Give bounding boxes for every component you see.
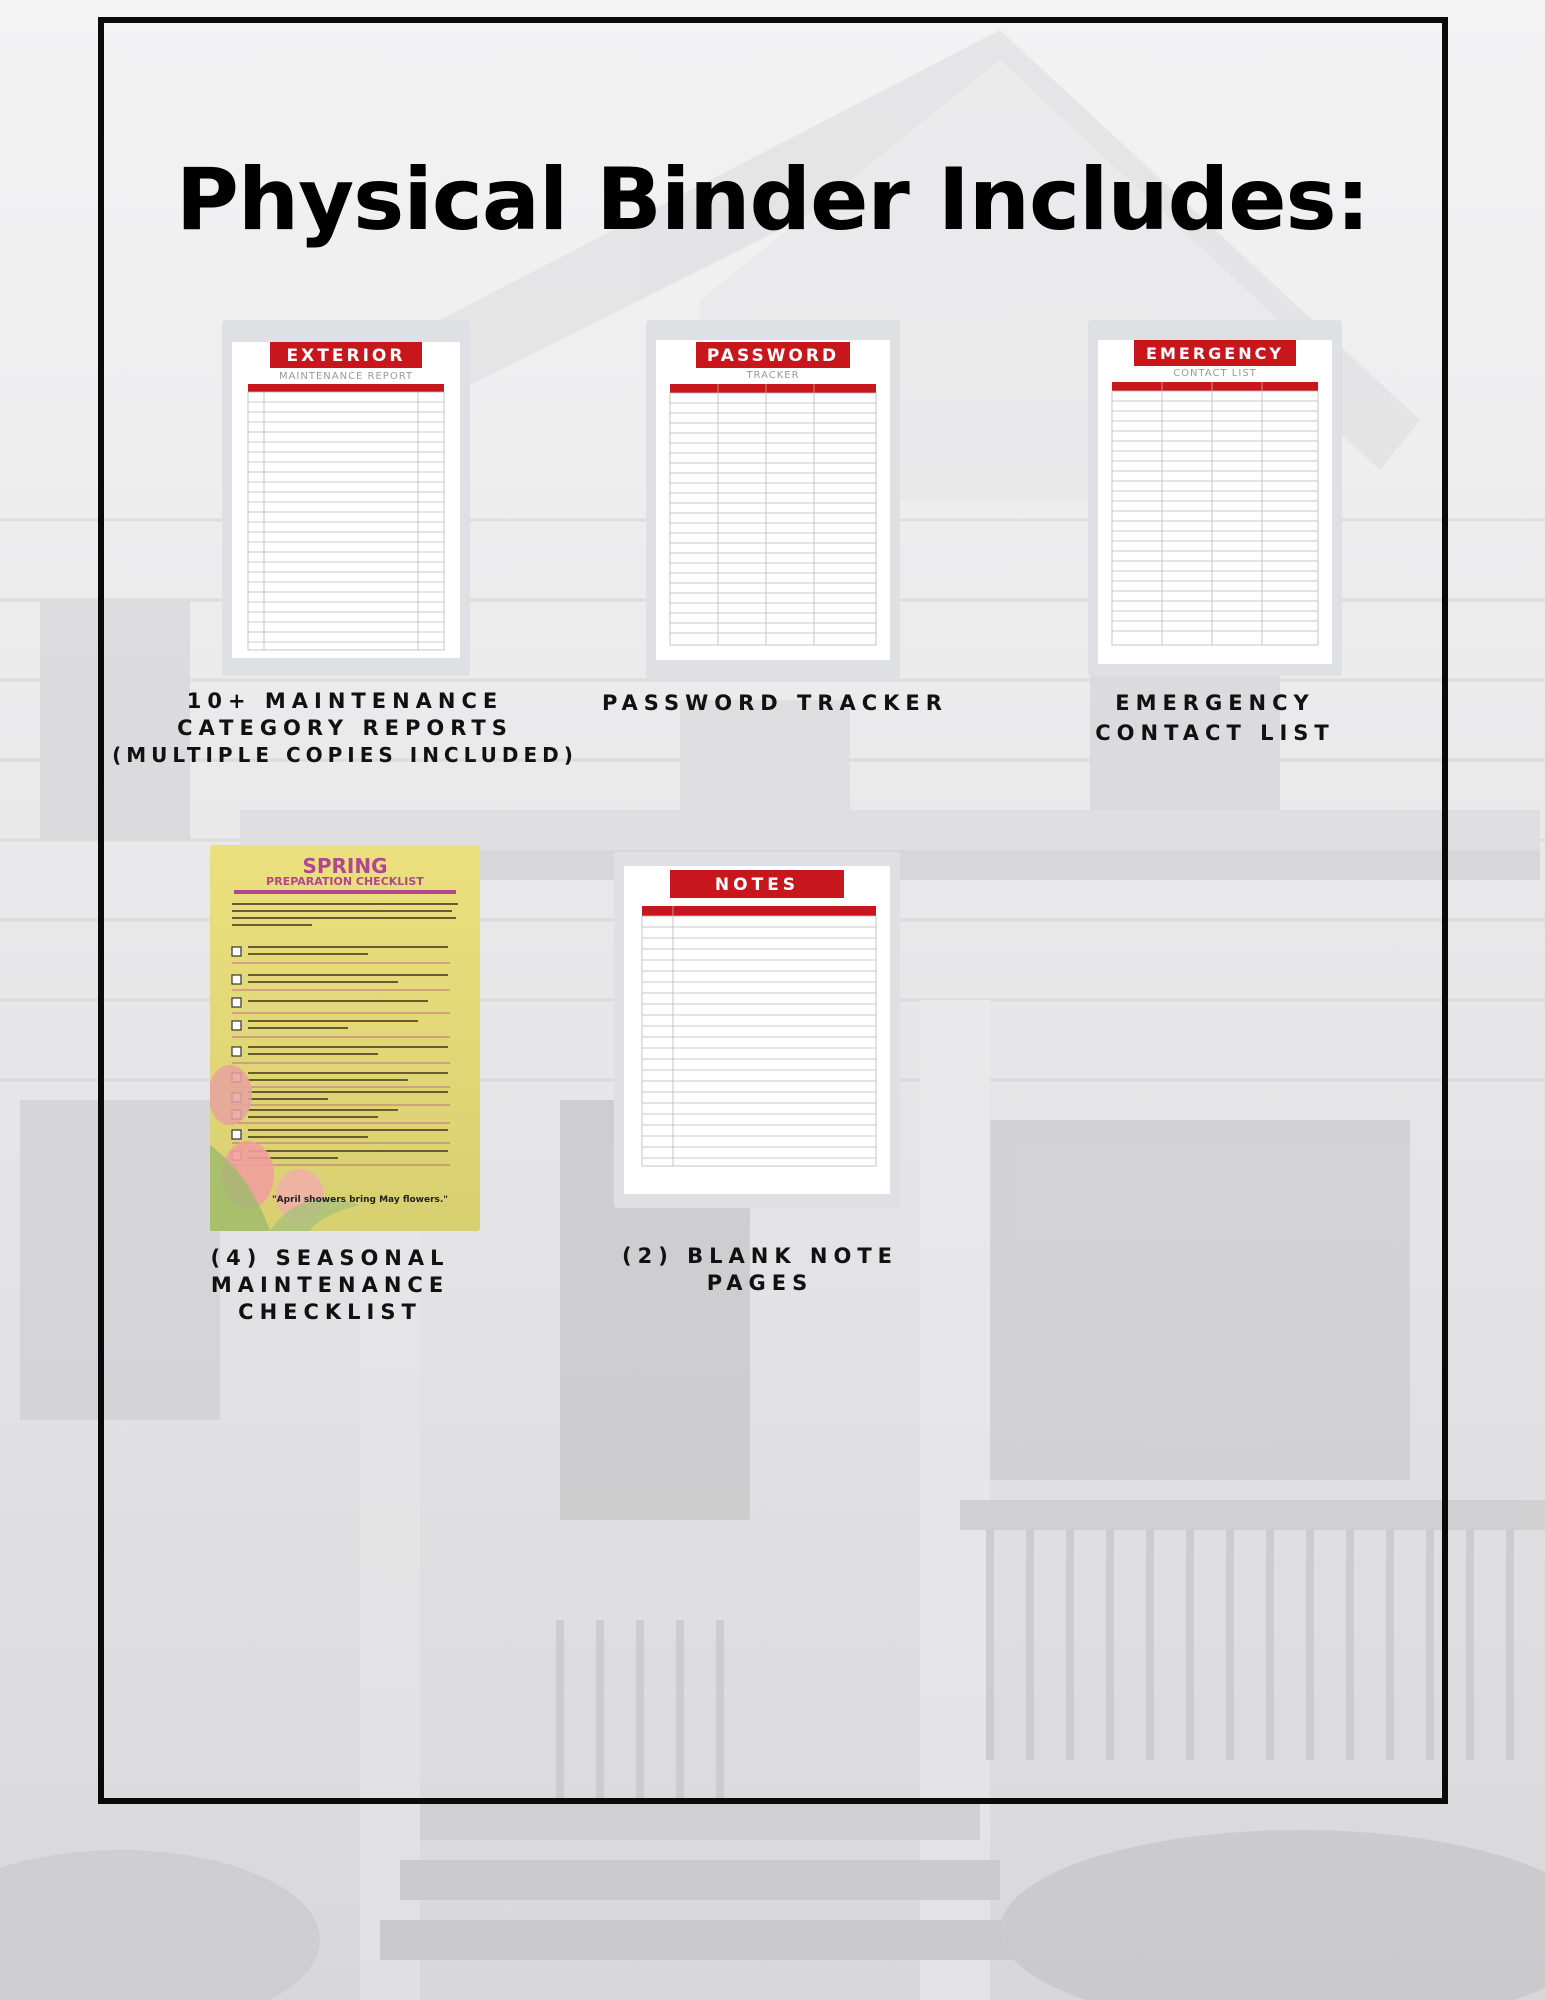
spring-header: SPRING <box>302 854 388 878</box>
exterior-subheader: MAINTENANCE REPORT <box>278 371 414 382</box>
page-title: Physical Binder Includes: <box>175 150 1370 250</box>
spring-subheader: PREPARATION CHECKLIST <box>266 875 424 888</box>
caption-password-tracker <box>580 690 970 717</box>
exterior-header: EXTERIOR <box>286 346 406 366</box>
caption-line: MAINTENANCE CHECKLIST <box>210 1273 450 1324</box>
caption-line: CATEGORY REPORTS <box>177 716 513 740</box>
caption-line: (2) BLANK NOTE PAGES <box>621 1244 898 1295</box>
caption-line: (MULTIPLE COPIES INCLUDED) <box>112 743 578 767</box>
emergency-subheader: CONTACT LIST <box>1173 368 1257 379</box>
caption-blank-notes <box>570 1243 950 1297</box>
notes-header: NOTES <box>714 875 800 895</box>
caption-emergency-contact <box>1070 688 1360 748</box>
password-header: PASSWORD <box>706 346 840 366</box>
exterior-report-thumbnail <box>222 320 470 676</box>
caption-line: CONTACT LIST <box>1095 721 1335 745</box>
emergency-header: EMERGENCY <box>1146 344 1284 363</box>
caption-seasonal-checklist <box>120 1245 540 1326</box>
caption-maintenance-reports <box>110 688 580 769</box>
caption-line: PASSWORD TRACKER <box>602 691 948 715</box>
caption-line: 10+ MAINTENANCE <box>186 689 504 713</box>
caption-line: (4) SEASONAL <box>210 1246 450 1270</box>
notes-page-thumbnail <box>614 852 900 1208</box>
spring-checklist-thumbnail <box>210 845 480 1231</box>
spring-quote: "April showers bring May flowers." <box>271 1195 449 1205</box>
emergency-contact-thumbnail <box>1088 320 1342 676</box>
password-tracker-thumbnail <box>646 320 900 680</box>
password-subheader: TRACKER <box>746 370 800 381</box>
caption-line: EMERGENCY <box>1115 691 1315 715</box>
